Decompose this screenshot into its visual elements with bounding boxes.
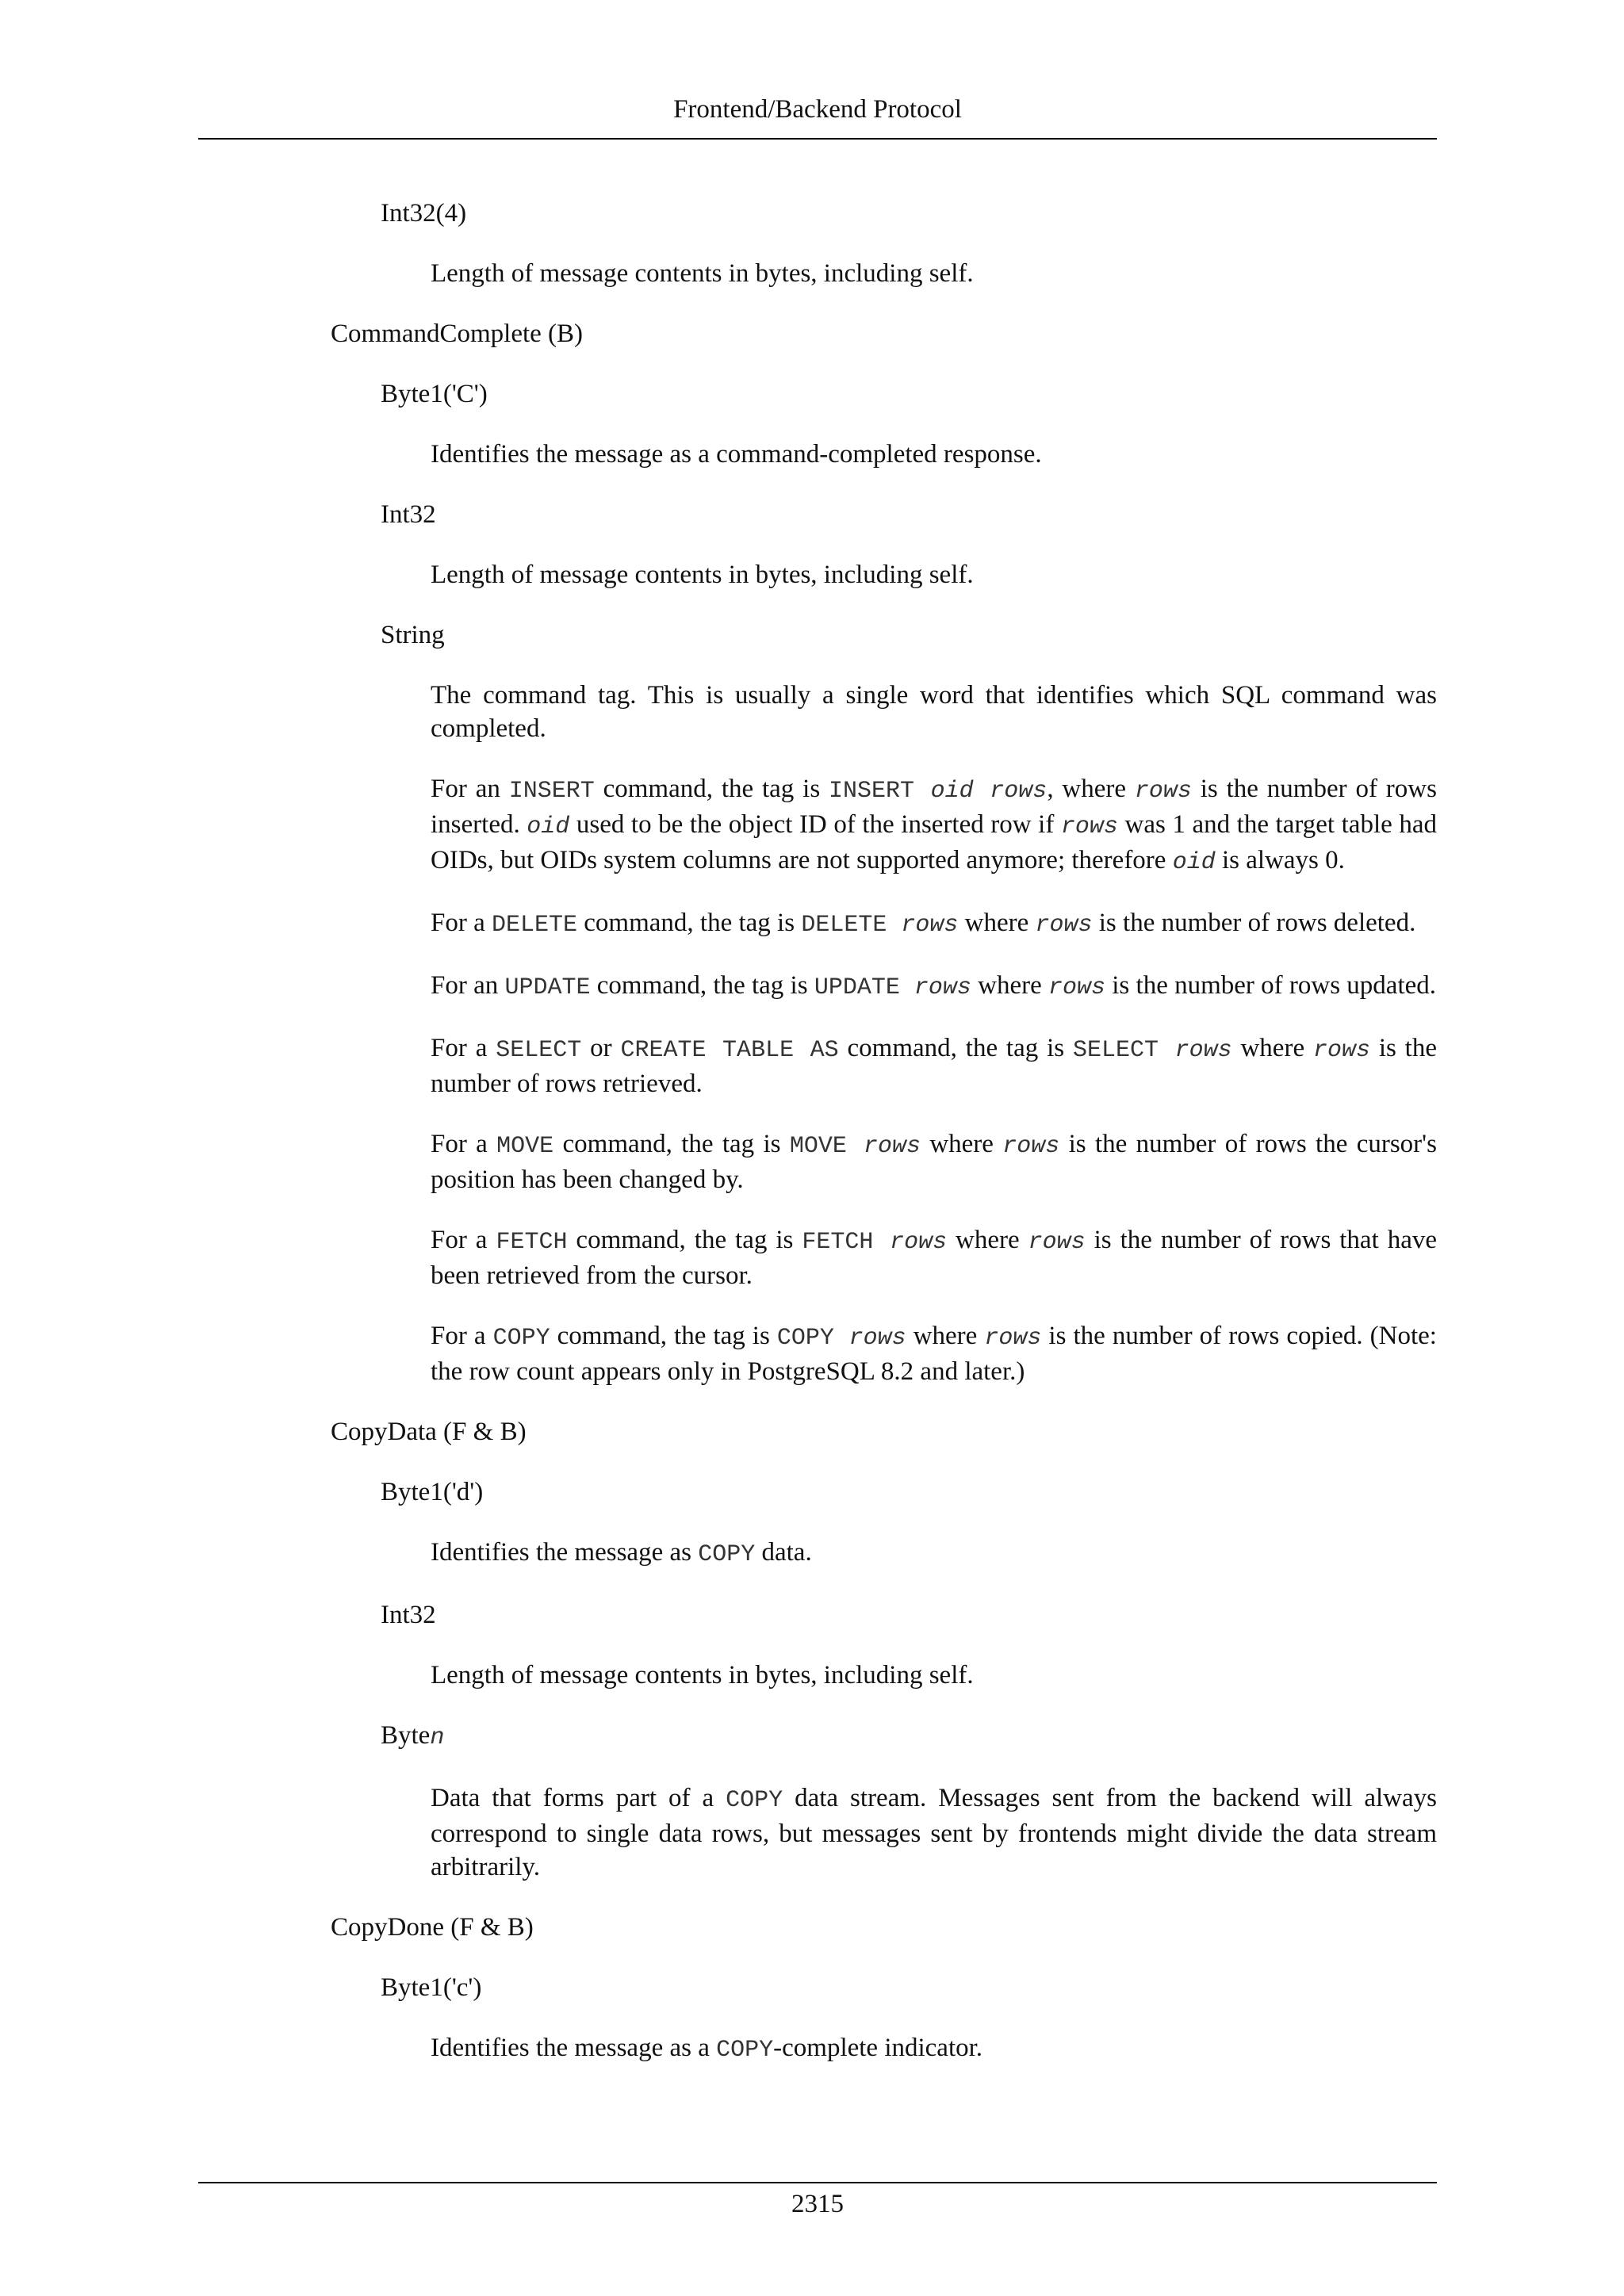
move-tag-paragraph	[431, 1127, 1437, 1196]
text-run: is the number of rows the cursor's position has been changed by.	[431, 1130, 1437, 1194]
insert-tag-paragraph	[431, 772, 1437, 879]
text-run: command, the tag is	[553, 1130, 790, 1158]
field-name: Byte1('c')	[381, 1973, 482, 2002]
text-run: is the number of rows copied. (Note: the row count appears only in PostgreSQL 8.2 and later.)	[431, 1322, 1437, 1386]
code-literal: COPY	[776, 1325, 834, 1352]
text-run: used to be the object ID of the inserted row if	[569, 810, 1061, 839]
field-name: Int32	[381, 500, 436, 529]
replaceable-term: rows	[990, 778, 1048, 805]
code-literal: FETCH	[802, 1229, 874, 1256]
text-run: Data that forms part of a	[431, 1784, 726, 1812]
text-run: Identifies the message as	[431, 1538, 699, 1567]
code-literal: FETCH	[496, 1229, 568, 1256]
text-run: -complete indicator.	[773, 2034, 983, 2062]
code-literal: COPY	[716, 2037, 774, 2064]
code-literal: UPDATE	[504, 974, 591, 1001]
field-description	[431, 2031, 1437, 2067]
text-run: where	[906, 1322, 985, 1350]
text-run: Identifies the message as a	[431, 2034, 717, 2062]
replaceable-term: oid	[527, 813, 570, 840]
replaceable-term: rows	[1060, 813, 1118, 840]
text-run: , where	[1047, 775, 1135, 803]
code-literal: MOVE	[789, 1133, 847, 1160]
code-literal: COPY	[492, 1325, 550, 1352]
field-name: String	[381, 621, 445, 649]
replaceable-term: rows	[1028, 1229, 1086, 1256]
text-run: command, the tag is	[594, 775, 829, 803]
code-literal: INSERT	[508, 778, 595, 805]
select-tag-paragraph	[431, 1031, 1437, 1100]
text-run: is the number of rows deleted.	[1092, 909, 1416, 937]
text-run: or	[581, 1034, 621, 1062]
header-rule	[198, 138, 1437, 140]
text-run: where	[971, 971, 1048, 1000]
copy-tag-paragraph	[431, 1319, 1437, 1388]
code-literal: SELECT	[1072, 1037, 1159, 1064]
field-name: Byte1('d')	[381, 1478, 484, 1506]
replaceable-term: rows	[984, 1325, 1042, 1352]
replaceable-term: rows	[890, 1229, 948, 1256]
text-run: For a	[431, 1130, 497, 1158]
message-name-copydata: CopyData (F & B)	[331, 1418, 527, 1446]
text-run: where	[920, 1130, 1003, 1158]
text-run: is the number of rows updated.	[1105, 971, 1437, 1000]
message-name-copydone: CopyDone (F & B)	[331, 1913, 534, 1942]
replaceable-term: rows	[901, 912, 959, 939]
code-literal: MOVE	[496, 1133, 554, 1160]
text-run: For an	[431, 775, 509, 803]
field-name: Byte1('C')	[381, 380, 488, 408]
text-run: command, the tag is	[590, 971, 814, 1000]
replaceable-term: rows	[848, 1325, 906, 1352]
replaceable-term: rows	[863, 1133, 921, 1160]
code-literal: SELECT	[496, 1037, 582, 1064]
code-literal: COPY	[726, 1787, 783, 1814]
text-run: was 1 and the target table had OIDs, but OIDs system columns are not supported anymore; therefore	[431, 810, 1437, 874]
replaceable-term: rows	[1048, 974, 1106, 1001]
field-description: The command tag. This is usually a single word that identifies which SQL command was completed.	[431, 681, 1437, 743]
field-description	[431, 1781, 1437, 1884]
page-number: 2315	[791, 2190, 844, 2218]
text-run: where	[1231, 1034, 1313, 1062]
text-run: command, the tag is	[550, 1322, 777, 1350]
page-content	[198, 197, 1437, 2094]
delete-tag-paragraph	[431, 906, 1437, 942]
text-run: For a	[431, 1322, 493, 1350]
field-description: Length of message contents in bytes, including self.	[431, 561, 974, 589]
replaceable-term: rows	[1002, 1133, 1060, 1160]
update-tag-paragraph	[431, 969, 1437, 1004]
field-description: Length of message contents in bytes, including self.	[431, 1661, 974, 1689]
running-header: Frontend/Backend Protocol	[673, 95, 962, 124]
text-run: data stream. Messages sent from the backend will always correspond to single data rows, but messages sent by frontends might divide the data stream arbitrarily.	[431, 1784, 1437, 1881]
text-run: data.	[755, 1538, 812, 1567]
replaceable-term: rows	[1134, 778, 1192, 805]
replaceable-term: rows	[1174, 1037, 1232, 1064]
code-literal: DELETE	[492, 912, 578, 939]
message-name-commandcomplete: CommandComplete (B)	[331, 320, 584, 348]
code-literal: INSERT	[829, 778, 915, 805]
text-run: is the number of rows retrieved.	[431, 1034, 1437, 1098]
code-literal: CREATE TABLE AS	[620, 1037, 839, 1064]
replaceable-term: n	[430, 1724, 445, 1751]
document-page	[198, 0, 1437, 2296]
code-literal: UPDATE	[814, 974, 900, 1001]
text-run: For a	[431, 909, 492, 937]
text-run: Byte	[381, 1721, 431, 1750]
field-description: Length of message contents in bytes, including self.	[431, 259, 974, 288]
field-name: Int32(4)	[381, 199, 467, 228]
text-run: For an	[431, 971, 505, 1000]
replaceable-term: rows	[1035, 912, 1093, 939]
text-run: For a	[431, 1226, 496, 1254]
text-run: where	[958, 909, 1036, 937]
text-run: is the number of rows inserted.	[431, 775, 1437, 839]
fetch-tag-paragraph	[431, 1223, 1437, 1292]
replaceable-term: rows	[1312, 1037, 1370, 1064]
code-literal: COPY	[698, 1541, 756, 1568]
field-name: Int32	[381, 1601, 436, 1629]
footer-rule	[198, 2182, 1437, 2183]
text-run: For a	[431, 1034, 496, 1062]
text-run: command, the tag is	[567, 1226, 802, 1254]
field-name	[381, 1719, 1437, 1755]
field-description	[431, 1536, 1437, 1571]
text-run: is always 0.	[1215, 846, 1345, 874]
replaceable-term: oid	[1172, 849, 1216, 876]
text-run: where	[947, 1226, 1028, 1254]
replaceable-term: oid	[930, 778, 974, 805]
text-run: command, the tag is	[838, 1034, 1073, 1062]
code-literal: DELETE	[801, 912, 887, 939]
replaceable-term: rows	[914, 974, 971, 1001]
field-description: Identifies the message as a command-completed response.	[431, 440, 1042, 469]
text-run: command, the tag is	[577, 909, 802, 937]
text-run: is the number of rows that have been retrieved from the cursor.	[431, 1226, 1438, 1290]
